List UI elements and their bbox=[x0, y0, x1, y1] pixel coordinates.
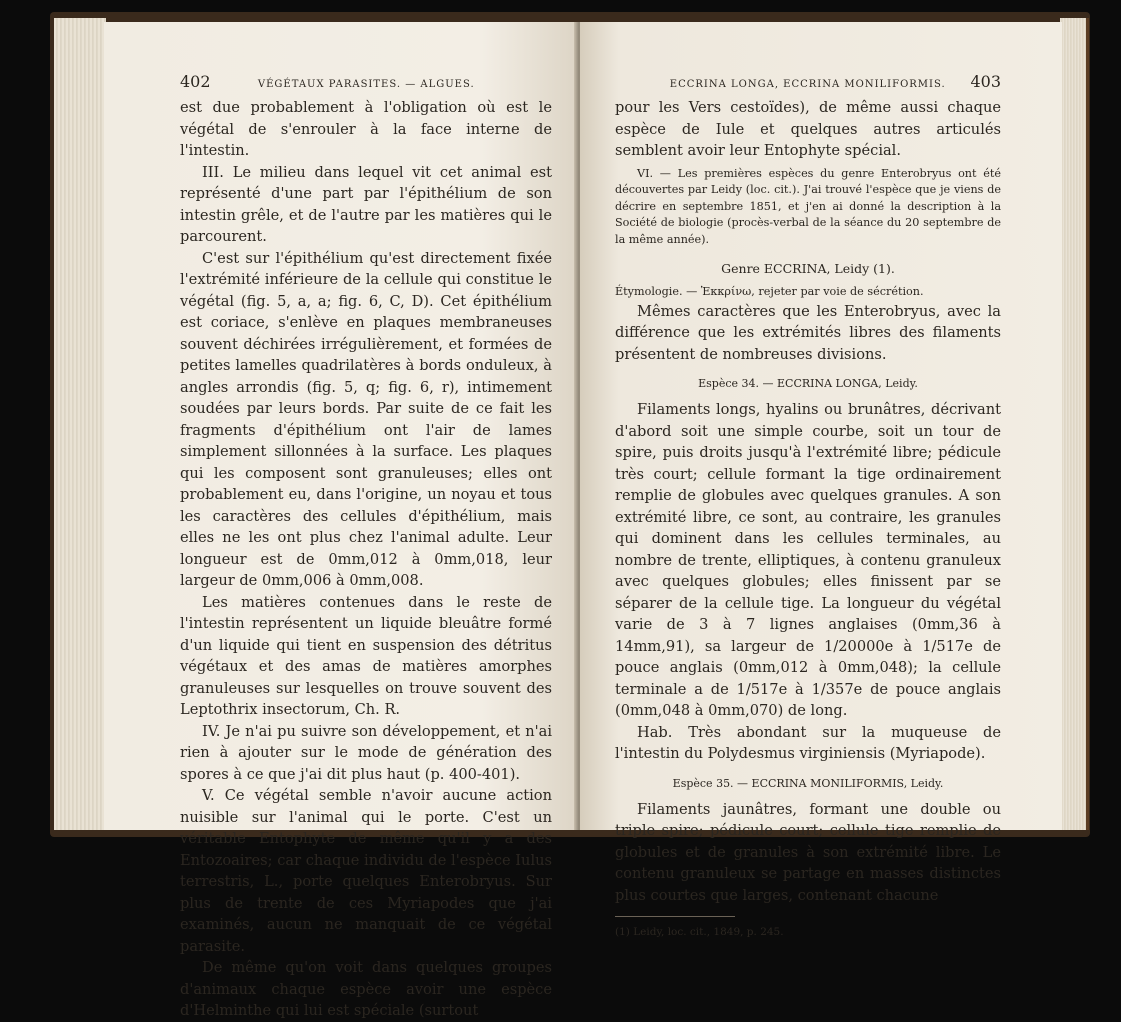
left-paragraph: C'est sur l'épithélium qu'est directement fixée l'extrémité inférieure de la cellule qui constitue le végétal (fig. 5, a, a; fig. 6, C, D). Cet épithélium est coriace, s'enlève en plaques membraneuses souvent déchirées irrégulièrement, et formées de petites lamelles quadrilatères à bords onduleux, à angles arrondis (fig. 5, q; fig. 6, r), intimement soudées par leurs bords. Par suite de ce fait les fragments d'épithélium ont l'air de lames simplement sillonnées à la surface. Les plaques qui les composent sont granuleuses; elles ont probablement eu, dans l'origine, un noyau et tous les caractères des cellules d'épithélium, mais elles ne les ont plus chez l'animal adulte. Leur longueur est de 0mm,012 à 0mm,018, leur largeur de 0mm,006 à 0mm,008. bbox=[180, 249, 552, 589]
left-page bbox=[104, 22, 576, 1019]
species-35-heading: Espèce 35. — ECCRINA MONILIFORMIS, Leidy. bbox=[672, 776, 944, 790]
left-paragraph: III. Le milieu dans lequel vit cet animal est représenté d'une part par l'épithélium de son intestin grêle, et de l'autre par les matières qui le parcourent. bbox=[180, 163, 552, 245]
left-page-text bbox=[180, 72, 552, 1022]
species-35-description: Filaments jaunâtres, formant une double ou triple spire; pédicule court; cellule tige remplie de globules et de granules à son extrémité libre. Le contenu granuleux se partage en masses distinctes plus courtes que larges, contenant chacune bbox=[615, 800, 1001, 904]
left-paragraph: V. Ce végétal semble n'avoir aucune action nuisible sur l'animal qui le porte. C'est un véritable Entophyte de même qu'il y a des Entozoaires; car chaque individu de l'espèce Iulus terrestris, L., porte quelques Enterobryus. Sur plus de trente de ces Myriapodes que j'ai examinés, aucun ne manquait de ce végétal parasite. bbox=[180, 787, 552, 955]
species-34-description: Filaments longs, hyalins ou brunâtres, décrivant d'abord soit une simple courbe, soit un tour de spire, puis droits jusqu'à l'extrémité libre; pédicule très court; cellule formant la tige ordinairement remplie de globules avec quelques granules. A son extrémité libre, ce sont, au contraire, les granules qui dominent dans les cellules terminales, au nombre de trente, elliptiques, à contenu granuleux avec quelques globules; elles finissent par se séparer de la cellule tige. La longueur du végétal varie de 3 à 7 lignes anglaises (0mm,36 à 14mm,91), sa largeur de 1/20000e à 1/517e de pouce anglais (0mm,012 à 0mm,048); la cellule terminale a de 1/517e à 1/357e de pouce anglais (0mm,048 à 0mm,070) de long. bbox=[615, 401, 1001, 719]
left-paragraph: Les matières contenues dans le reste de l'intestin représentent un liquide bleuâtre formé d'un liquide qui tient en suspension des détritus végétaux et des amas de matières amorphes granuleuses sur lesquelles on trouve souvent des Leptothrix insectorum, Ch. R. bbox=[180, 593, 552, 718]
genus-heading: Genre ECCRINA, Leidy (1). bbox=[721, 261, 895, 276]
right-page-text bbox=[615, 72, 1001, 939]
species-34-heading: Espèce 34. — ECCRINA LONGA, Leidy. bbox=[698, 377, 918, 390]
habitat-paragraph: Hab. Très abondant sur la muqueuse de l'intestin du Polydesmus virginiensis (Myriapode). bbox=[615, 723, 1001, 762]
left-running-head: VÉGÉTAUX PARASITES. — ALGUES. bbox=[257, 79, 475, 90]
right-note-paragraph: VI. — Les premières espèces du genre Enterobryus ont été découvertes par Leidy (loc. cit.). J'ai trouvé l'espèce que je viens de décrire en septembre 1851, et j'en ai donné la description à la Société de biologie (procès-verbal de la séance du 20 septembre de la même année). bbox=[615, 166, 1001, 246]
genus-description: Mêmes caractères que les Enterobryus, avec la différence que les extrémités libres des filaments présentent de nombreuses divisions. bbox=[615, 302, 1001, 363]
left-paragraph: IV. Je n'ai pu suivre son développement, et n'ai rien à ajouter sur le mode de génération des spores à ce que j'ai dit plus haut (p. 400-401). bbox=[180, 722, 552, 783]
page-edges-left bbox=[54, 18, 106, 830]
right-running-head: ECCRINA LONGA, ECCRINA MONILIFORMIS. bbox=[669, 79, 946, 90]
left-paragraph: De même qu'on voit dans quelques groupes d'animaux chaque espèce avoir une espèce d'Helminthe qui lui est spéciale (surtout bbox=[180, 959, 552, 1019]
right-page-number: 403 bbox=[970, 72, 1001, 91]
left-running-header bbox=[180, 72, 552, 91]
footnote: (1) Leidy, loc. cit., 1849, p. 245. bbox=[615, 926, 784, 938]
left-page-number: 402 bbox=[180, 72, 211, 91]
page-edges-right bbox=[1060, 18, 1089, 830]
left-paragraph: est due probablement à l'obligation où est le végétal de s'enrouler à la face interne de l'intestin. bbox=[180, 99, 552, 159]
right-intro-paragraph: pour les Vers cestoïdes), de même aussi chaque espèce de Iule et quelques autres articulés semblent avoir leur Entophyte spécial. bbox=[615, 99, 1001, 159]
right-page bbox=[580, 22, 1062, 938]
right-running-header bbox=[615, 72, 1001, 91]
etymology-line: Étymologie. — Ἐκκρίνω, rejeter par voie de sécrétion. bbox=[615, 285, 924, 298]
footnote-rule bbox=[615, 916, 735, 917]
